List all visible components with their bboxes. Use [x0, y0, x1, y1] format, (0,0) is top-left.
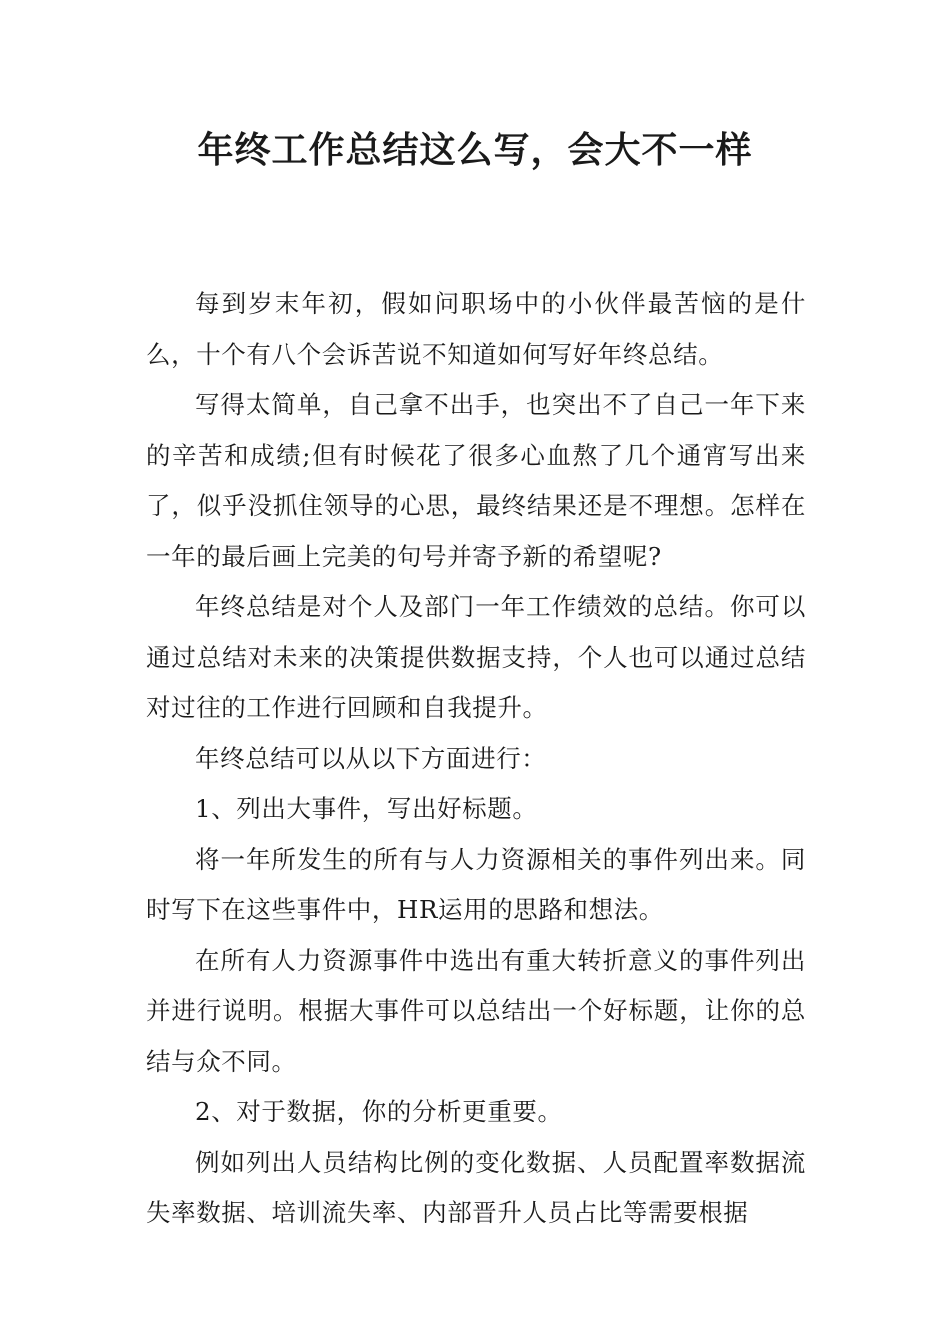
paragraph: 写得太简单，自己拿不出手，也突出不了自己一年下来的辛苦和成绩;但有时候花了很多心血熬了几个通宵写出来了，似乎没抓住领导的心思，最终结果还是不理想。怎样在一年的最后画上完美的句号并寄予新的希望呢? [146, 390, 806, 571]
paragraph: 将一年所发生的所有与人力资源相关的事件列出来。同时写下在这些事件中，HR运用的思路和想法。 [146, 844, 806, 924]
paragraph: 例如列出人员结构比例的变化数据、人员配置率数据流失率数据、培训流失率、内部晋升人员占比等需要根据 [146, 1147, 806, 1227]
paragraph: 在所有人力资源事件中选出有重大转折意义的事件列出并进行说明。根据大事件可以总结出一个好标题，让你的总结与众不同。 [146, 945, 806, 1076]
paragraph: 年终总结可以从以下方面进行： [195, 743, 547, 773]
paragraph: 年终总结是对个人及部门一年工作绩效的总结。你可以通过总结对未来的决策提供数据支持，个人也可以通过总结对过往的工作进行回顾和自我提升。 [146, 592, 806, 722]
list-heading: 2、对于数据，你的分析更重要。 [195, 1097, 563, 1126]
paragraph: 每到岁末年初，假如问职场中的小伙伴最苦恼的是什么，十个有八个会诉苦说不知道如何写好年终总结。 [146, 289, 806, 369]
document-body [146, 279, 806, 1239]
list-heading: 1、列出大事件，写出好标题。 [195, 794, 538, 823]
document-title: 年终工作总结这么写，会大不一样 [197, 130, 753, 171]
